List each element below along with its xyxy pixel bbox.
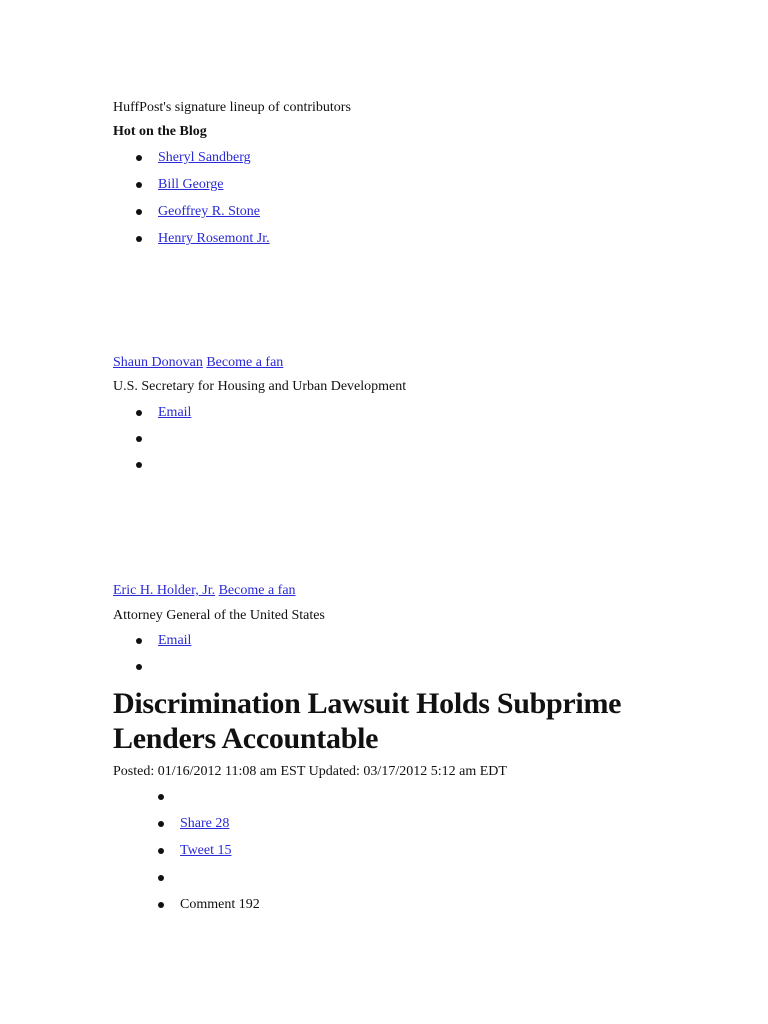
contributor-link-sheryl-sandberg[interactable]: Sheryl Sandberg <box>158 150 251 165</box>
author2-title: Attorney General of the United States <box>113 608 325 623</box>
headline-line-1: Discrimination Lawsuit Holds Subprime <box>113 687 622 720</box>
bullet-icon <box>158 821 164 827</box>
bullet-icon <box>136 155 142 161</box>
bullet-icon <box>136 638 142 644</box>
author1-email-link[interactable]: Email <box>158 405 192 420</box>
bullet-icon <box>136 436 142 442</box>
author1-name-link[interactable]: Shaun Donovan <box>113 355 203 370</box>
share-link[interactable]: Share 28 <box>180 816 230 831</box>
author2-name-link[interactable]: Eric H. Holder, Jr. <box>113 583 216 598</box>
bullet-icon <box>158 875 164 881</box>
author1-byline <box>113 354 283 372</box>
bullet-icon <box>158 794 164 800</box>
bullet-icon <box>136 462 142 468</box>
author1-become-fan-link[interactable]: Become a fan <box>206 355 284 370</box>
author2-byline <box>113 582 296 600</box>
post-timestamp: Posted: 01/16/2012 11:08 am EST Updated: 03/17/2012 5:12 am EDT <box>113 764 507 779</box>
article-headline <box>113 686 713 756</box>
contributor-link-geoffrey-stone[interactable]: Geoffrey R. Stone <box>158 204 260 219</box>
contributor-link-bill-george[interactable]: Bill George <box>158 177 224 192</box>
comment-count: Comment 192 <box>180 897 260 912</box>
headline-line-2: Lenders Accountable <box>113 722 379 755</box>
bullet-icon <box>136 664 142 670</box>
tweet-link[interactable]: Tweet 15 <box>180 843 232 858</box>
bullet-icon <box>136 236 142 242</box>
hot-on-blog-heading: Hot on the Blog <box>113 124 207 139</box>
bullet-icon <box>136 182 142 188</box>
lineup-text: HuffPost's signature lineup of contributors <box>113 100 351 115</box>
bullet-icon <box>136 410 142 416</box>
bullet-icon <box>136 209 142 215</box>
bullet-icon <box>158 848 164 854</box>
author2-email-link[interactable]: Email <box>158 633 192 648</box>
bullet-icon <box>158 902 164 908</box>
author2-become-fan-link[interactable]: Become a fan <box>218 583 296 598</box>
author1-title: U.S. Secretary for Housing and Urban Development <box>113 379 407 394</box>
contributor-link-henry-rosemont[interactable]: Henry Rosemont Jr. <box>158 231 270 246</box>
